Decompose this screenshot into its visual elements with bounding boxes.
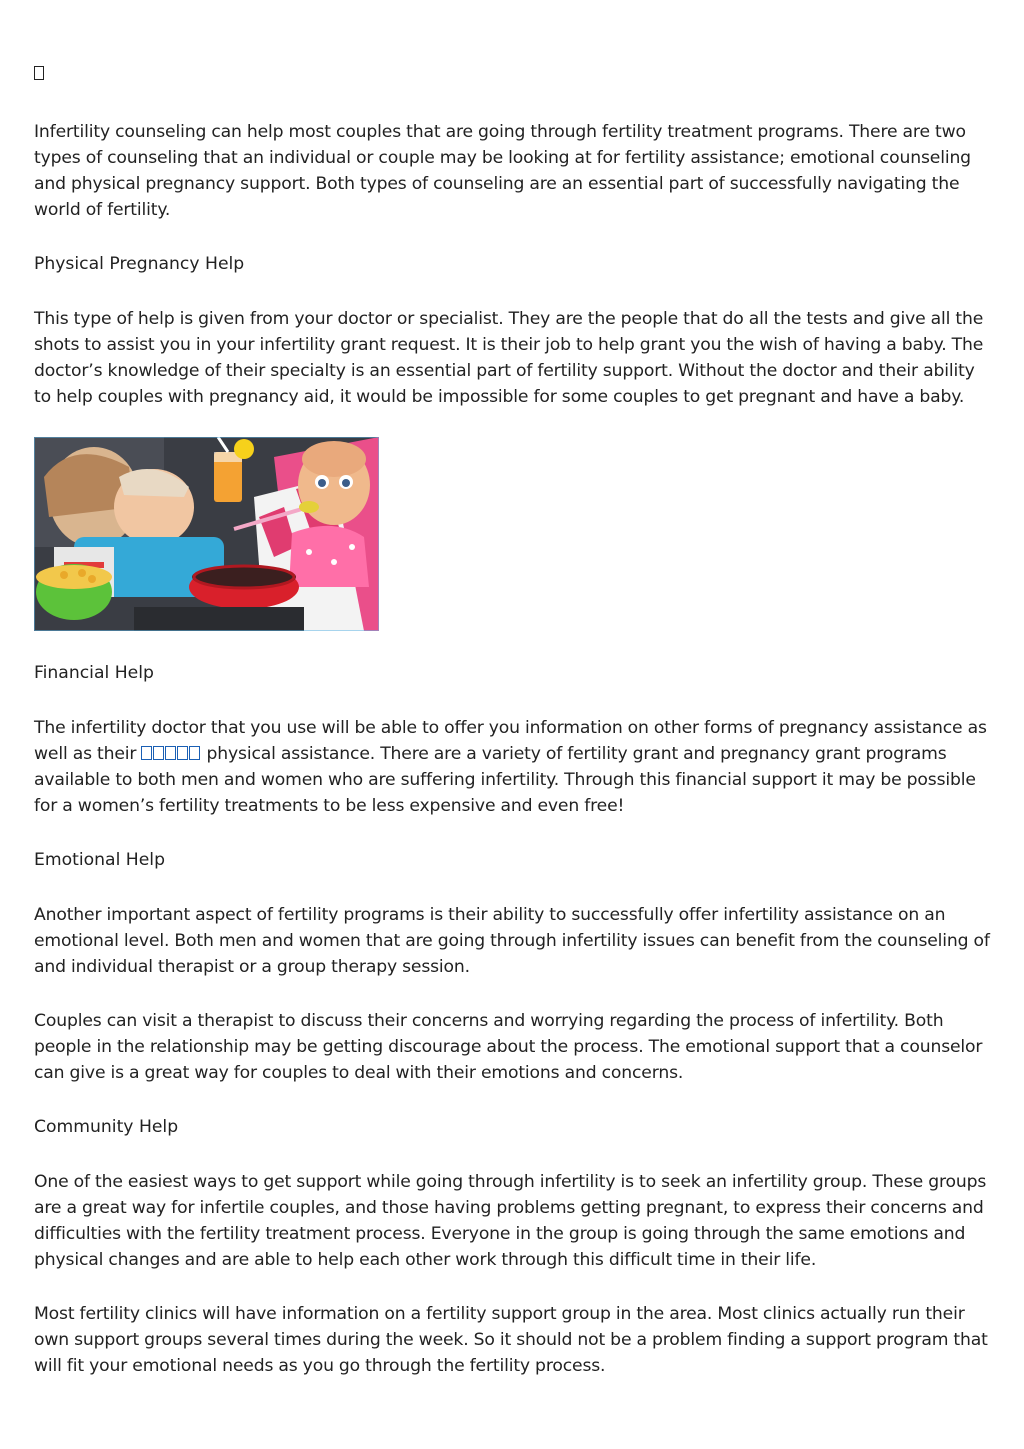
financial-text-before: The infertility doctor that you use will be able to offer you information on other forms of pregnancy assistance as well as their [34, 718, 987, 764]
missing-glyph-icon [177, 746, 188, 760]
community-help-heading: Community Help [34, 1117, 179, 1137]
missing-glyph-icon [153, 746, 164, 760]
missing-glyph-icon [189, 746, 200, 760]
article-illustration [34, 437, 379, 631]
financial-help-paragraph [34, 715, 990, 819]
emotional-help-paragraph-2: Couples can visit a therapist to discuss their concerns and worrying regarding the process of infertility. Both people in the relationship may be getting discourage about the process. The emotional support that a counselor can give is a great way for couples to deal with their emotions and concerns. [34, 1011, 983, 1083]
emotional-help-paragraph-1: Another important aspect of fertility programs is their ability to successfully offer infertility assistance on an emotional level. Both men and women that are going through infertility issues can benefit from the counseling of and individual therapist or a group therapy session. [34, 905, 990, 977]
intro-paragraph: Infertility counseling can help most couples that are going through fertility treatment programs. There are two types of counseling that an individual or couple may be looking at for fertility assistance; emotional counseling and physical pregnancy support. Both types of counseling are an essential part of successfully navigating the world of fertility. [34, 122, 971, 220]
community-help-paragraph-1: One of the easiest ways to get support while going through infertility is to seek an infertility group. These groups are a great way for infertile couples, and those having problems getting pregnant, to express their concerns and difficulties with the fertility treatment process. Everyone in the group is going through the same emotions and physical changes and are able to help each other work through this difficult time in their life. [34, 1172, 987, 1270]
missing-glyph-icon [34, 66, 44, 80]
physical-help-paragraph: This type of help is given from your doctor or specialist. They are the people that do all the tests and give all the shots to assist you in your infertility grant request. It is their job to help grant you the wish of having a baby. The doctor’s knowledge of their specialty is an essential part of fertility support. Without the doctor and their ability to help couples with pregnancy aid, it would be impossible for some couples to get pregnant and have a baby. [34, 309, 984, 407]
financial-text-after: physical assistance. There are a variety of fertility grant and pregnancy grant programs available to both men and women who are suffering infertility. Through this financial support it may be possible for a women’s fertility treatments to be less expensive and even free! [34, 744, 976, 816]
financial-help-heading: Financial Help [34, 663, 154, 683]
inline-link[interactable] [141, 744, 201, 764]
missing-glyph-icon [141, 746, 152, 760]
physical-help-heading: Physical Pregnancy Help [34, 254, 245, 274]
missing-glyph-icon [165, 746, 176, 760]
community-help-paragraph-2: Most fertility clinics will have information on a fertility support group in the area. Most clinics actually run their own support groups several times during the week. So it should not be a problem finding a support program that will fit your emotional needs as you go through the fertility process. [34, 1304, 988, 1376]
children-doll-illustration [34, 437, 379, 631]
emotional-help-heading: Emotional Help [34, 850, 165, 870]
